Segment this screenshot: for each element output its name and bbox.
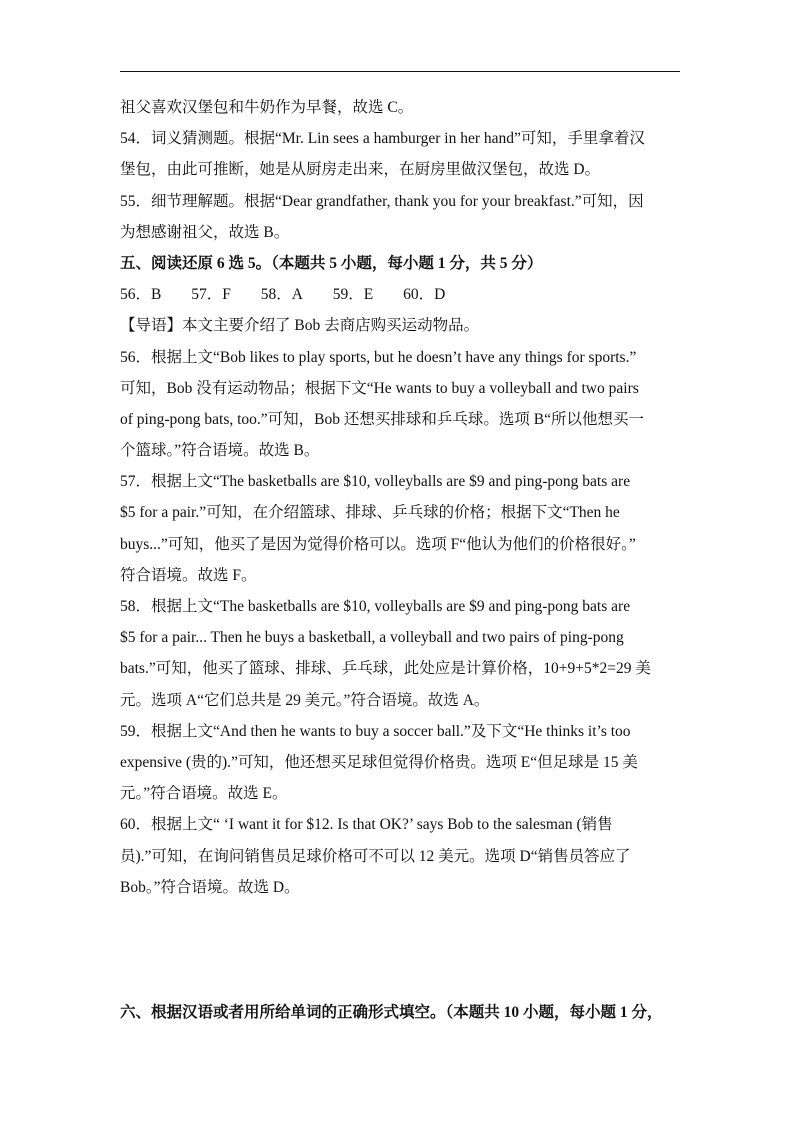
text-line: 54．词义猜测题。根据“Mr. Lin sees a hamburger in her hand”可知，手里拿着汉: [120, 130, 645, 148]
text-line: 58．根据上文“The basketballs are $10, volleyballs are $9 and ping-pong bats are: [120, 598, 631, 615]
text-line: 祖父喜欢汉堡包和牛奶作为早餐，故选 C。: [120, 99, 414, 116]
text-line: 元。选项 A“它们总共是 29 美元。”符合语境。故选 A。: [120, 691, 490, 709]
answer-item: 56．B: [120, 286, 162, 304]
header-rule: [120, 71, 680, 72]
text-line: of ping-pong bats, too.”可知，Bob 还想买排球和乒乓球。选项 B“所以他想买一: [120, 410, 644, 428]
text-line: 55．细节理解题。根据“Dear grandfather, thank you for your breakfast.”可知，因: [120, 192, 644, 210]
text-line: 堡包，由此可推断，她是从厨房走出来，在厨房里做汉堡包，故选 D。: [120, 161, 601, 179]
text-line: Bob。”符合语境。故选 D。: [120, 878, 300, 896]
text-line: 可知，Bob 没有运动物品；根据下文“He wants to buy a volleyball and two pairs: [120, 379, 639, 397]
text-line: 符合语境。故选 F。: [120, 566, 257, 584]
guide-text: 【导语】本文主要介绍了 Bob 去商店购买运动物品。: [120, 317, 480, 335]
answer-item: 58．A: [260, 286, 303, 304]
answer-key: [120, 279, 682, 310]
text-line: 56．根据上文“Bob likes to play sports, but he doesn’t have any things for sports.”: [120, 348, 637, 366]
text-line: expensive (贵的).”可知，他还想买足球但觉得价格贵。选项 E“但足球是 15 美: [120, 753, 638, 771]
text-line: bats.”可知，他买了篮球、排球、乒乓球，此处应是计算价格，10+9+5*2=29 美: [120, 660, 651, 678]
text-line: 元。”符合语境。故选 E。: [120, 785, 288, 803]
answer-item: 60．D: [403, 286, 446, 304]
text-line: 为想感谢祖父，故选 B。: [120, 223, 290, 241]
text-line: 员).”可知，在询问销售员足球价格可不可以 12 美元。选项 D“销售员答应了: [120, 847, 631, 865]
answer-explanations: [120, 92, 682, 903]
text-line: $5 for a pair... Then he buys a basketball, a volleyball and two pairs of ping-pong: [120, 629, 624, 647]
answer-item: 59．E: [332, 286, 374, 304]
section-heading: 六、根据汉语或者用所给单词的正确形式填空。（本题共 10 小题，每小题 1 分，: [120, 1004, 663, 1021]
text-line: 个篮球。”符合语境。故选 B。: [120, 442, 320, 460]
text-line: 60．根据上文“ ‘I want it for $12. Is that OK?’ says Bob to the salesman (销售: [120, 816, 613, 834]
text-line: $5 for a pair.”可知，在介绍篮球、排球、乒乓球的价格；根据下文“Then he: [120, 504, 620, 522]
text-line: 59．根据上文“And then he wants to buy a soccer ball.”及下文“He thinks it’s too: [120, 722, 631, 740]
text-line: 57．根据上文“The basketballs are $10, volleyballs are $9 and ping-pong bats are: [120, 473, 631, 491]
text-line: buys...”可知，他买了是因为觉得价格可以。选项 F“他认为他们的价格很好。”: [120, 535, 636, 553]
section-heading: 五、阅读还原 6 选 5。（本题共 5 小题，每小题 1 分，共 5 分）: [120, 254, 543, 272]
answer-item: 57．F: [191, 286, 231, 304]
